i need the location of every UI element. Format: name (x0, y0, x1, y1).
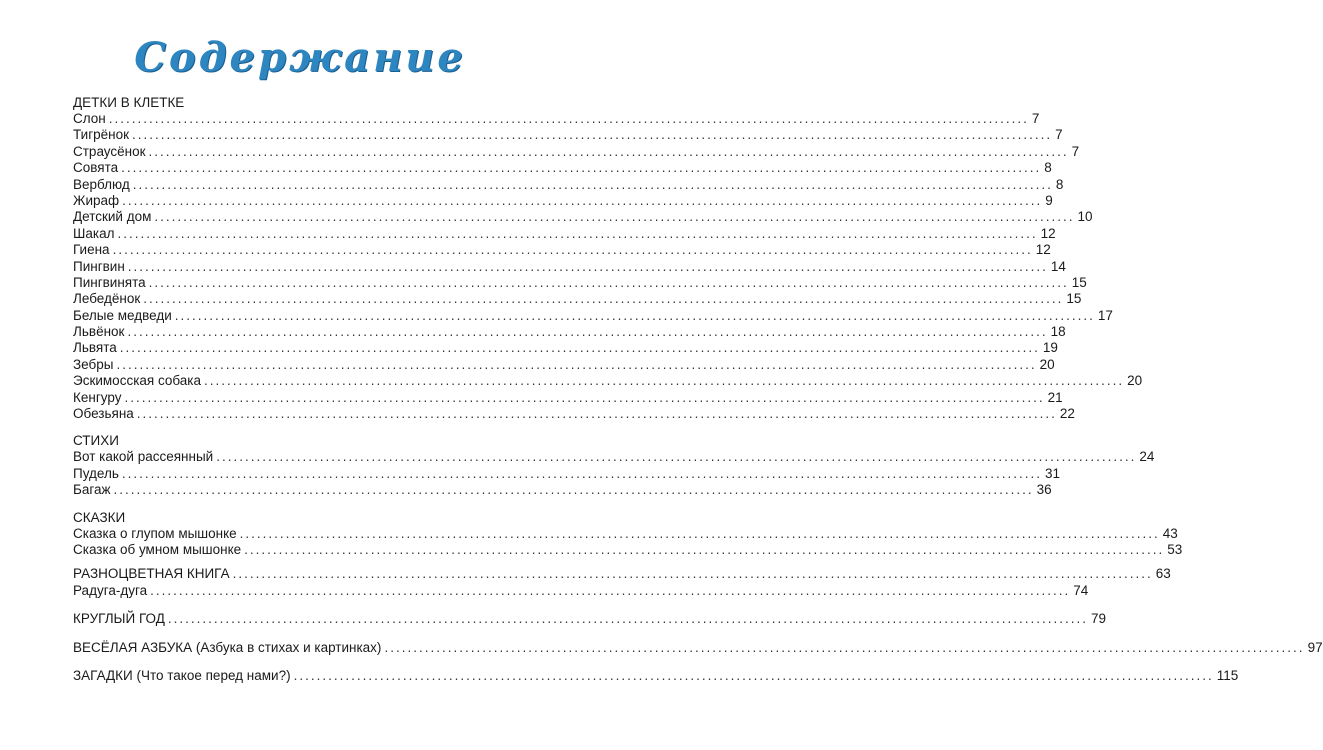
dot-leader: ................................................................................................................................................................ (148, 274, 1069, 290)
entry-label: Белые медведи (73, 307, 172, 323)
dot-leader: ................................................................................................................................................................ (132, 127, 1053, 143)
entry-page-number: 14 (1050, 258, 1066, 274)
toc-entry (73, 176, 1064, 193)
entry-page-number: 8 (1044, 160, 1052, 176)
dot-leader: ................................................................................................................................................................ (150, 582, 1071, 598)
toc-entry (73, 274, 1087, 291)
entry-page-number: 7 (1031, 111, 1040, 126)
entry-page-number: 20 (1127, 373, 1143, 389)
dot-leader: ................................................................................................................................................................ (167, 611, 1088, 627)
entry-page-number: 53 (1167, 541, 1183, 557)
dot-leader: ................................................................................................................................................................ (239, 525, 1160, 541)
entry-label: Пингвинята (73, 274, 146, 290)
entry-label: КРУГЛЫЙ ГОД (73, 611, 165, 627)
dot-leader: ................................................................................................................................................................ (124, 389, 1045, 405)
toc-entry-colorbook (73, 566, 1171, 582)
dot-leader: ................................................................................................................................................................ (143, 291, 1064, 307)
toc-entry (73, 111, 1040, 127)
entry-page-number: 15 (1071, 274, 1087, 290)
toc-entry (73, 406, 1075, 422)
toc-entry (73, 482, 1052, 498)
entry-label: Лебедёнок (73, 291, 141, 307)
toc-entry-year (73, 611, 1107, 627)
toc-entry (73, 465, 1061, 482)
entry-label: Пудель (73, 465, 119, 481)
toc-entry (73, 582, 1089, 599)
entry-page-number: 9 (1045, 192, 1053, 208)
table-of-contents (73, 94, 1323, 684)
toc-entry (73, 127, 1063, 143)
toc-entry (73, 291, 1082, 307)
section-heading-tales: СКАЗКИ (73, 509, 126, 525)
entry-page-number: 7 (1071, 143, 1080, 159)
entry-label: Радуга-дуга (73, 582, 148, 598)
toc-entry (73, 160, 1052, 176)
dot-leader: ................................................................................................................................................................ (293, 667, 1214, 683)
toc-entry (73, 340, 1058, 356)
entry-page-number: 63 (1155, 566, 1171, 582)
section-heading-kids: ДЕТКИ В КЛЕТКЕ (73, 95, 185, 110)
dot-leader: ................................................................................................................................................................ (127, 324, 1048, 340)
toc-entry (73, 389, 1063, 406)
dot-leader: ................................................................................................................................................................ (204, 373, 1125, 389)
entry-page-number: 20 (1039, 356, 1055, 372)
entry-page-number: 74 (1073, 582, 1089, 598)
dot-leader: ................................................................................................................................................................ (148, 143, 1069, 159)
entry-page-number: 8 (1055, 176, 1064, 192)
toc-entry (73, 356, 1055, 373)
entry-page-number: 43 (1162, 525, 1178, 541)
toc-entry (73, 373, 1143, 389)
dot-leader: ................................................................................................................................................................ (132, 176, 1053, 192)
dot-leader: ................................................................................................................................................................ (127, 258, 1048, 274)
section-colorbook-list (73, 582, 1089, 599)
dot-leader: ................................................................................................................................................................ (122, 192, 1043, 208)
entry-label: Верблюд (73, 176, 130, 192)
dot-leader: ................................................................................................................................................................ (116, 356, 1037, 372)
toc-entry (73, 209, 1093, 225)
page-title: Содержание (134, 34, 466, 81)
dot-leader: ................................................................................................................................................................ (121, 465, 1042, 481)
entry-page-number: 17 (1097, 307, 1113, 323)
toc-entry (73, 242, 1051, 258)
entry-label: Страусёнок (73, 143, 146, 159)
entry-label: Пингвин (73, 258, 125, 274)
entry-page-number: 36 (1036, 482, 1052, 498)
section-kids-list (73, 111, 1143, 422)
entry-label: Детский дом (73, 209, 152, 225)
entry-page-number: 115 (1216, 667, 1239, 683)
entry-label: Львёнок (73, 324, 125, 340)
entry-page-number: 24 (1139, 449, 1155, 465)
entry-label: Эскимосская собака (73, 373, 202, 389)
toc-entry (73, 541, 1183, 558)
toc-entry (73, 307, 1113, 324)
dot-leader: ................................................................................................................................................................ (384, 639, 1305, 655)
entry-page-number: 10 (1077, 209, 1093, 225)
entry-label: Тигрёнок (73, 127, 130, 143)
dot-leader: ................................................................................................................................................................ (174, 307, 1095, 323)
toc-entry-alphabet (73, 639, 1323, 656)
dot-leader: ................................................................................................................................................................ (136, 406, 1057, 422)
section-poems-list (73, 449, 1155, 498)
entry-page-number: 15 (1066, 291, 1082, 307)
entry-page-number: 22 (1059, 406, 1075, 422)
toc-entry (73, 525, 1178, 542)
toc-entry (73, 324, 1066, 340)
dot-leader: ................................................................................................................................................................ (216, 449, 1137, 465)
dot-leader: ................................................................................................................................................................ (108, 111, 1029, 126)
toc-entry (73, 449, 1155, 465)
entry-page-number: 18 (1050, 324, 1066, 340)
dot-leader: ................................................................................................................................................................ (117, 225, 1038, 241)
entry-label: Зебры (73, 356, 114, 372)
entry-label: Кенгуру (73, 389, 122, 405)
dot-leader: ................................................................................................................................................................ (154, 209, 1075, 225)
section-tales-list (73, 525, 1183, 559)
dot-leader: ................................................................................................................................................................ (232, 566, 1153, 582)
entry-label: Сказка об умном мышонке (73, 541, 242, 557)
entry-label: Сказка о глупом мышонке (73, 525, 237, 541)
dot-leader: ................................................................................................................................................................ (112, 242, 1033, 258)
dot-leader: ................................................................................................................................................................ (121, 160, 1042, 176)
entry-label: ЗАГАДКИ (Что такое перед нами?) (73, 667, 291, 683)
entry-label: Совята (73, 160, 119, 176)
toc-entry (73, 192, 1053, 209)
entry-label: Жираф (73, 192, 120, 208)
entry-page-number: 31 (1044, 465, 1061, 481)
toc-entry (73, 143, 1080, 160)
entry-page-number: 12 (1040, 225, 1056, 241)
toc-entry (73, 225, 1056, 242)
toc-entry-riddles (73, 667, 1239, 684)
entry-page-number: 21 (1047, 389, 1063, 405)
entry-label: Слон (73, 111, 106, 126)
dot-leader: ................................................................................................................................................................ (113, 482, 1034, 498)
entry-label: Львята (73, 340, 117, 356)
entry-label: Вот какой рассеянный (73, 449, 214, 465)
entry-page-number: 79 (1091, 611, 1107, 627)
dot-leader: ................................................................................................................................................................ (119, 340, 1040, 356)
entry-page-number: 12 (1035, 242, 1051, 258)
section-heading-poems: СТИХИ (73, 433, 119, 449)
entry-label: Багаж (73, 482, 111, 498)
entry-label: ВЕСЁЛАЯ АЗБУКА (Азбука в стихах и картинках) (73, 639, 382, 655)
entry-page-number: 19 (1042, 340, 1058, 356)
toc-entry (73, 258, 1066, 275)
dot-leader: ................................................................................................................................................................ (244, 541, 1165, 557)
entry-label: Шакал (73, 225, 115, 241)
entry-page-number: 7 (1055, 127, 1063, 143)
entry-page-number: 97 (1307, 639, 1323, 655)
entry-label: Гиена (73, 242, 110, 258)
entry-label: РАЗНОЦВЕТНАЯ КНИГА (73, 566, 230, 582)
entry-label: Обезьяна (73, 406, 134, 422)
